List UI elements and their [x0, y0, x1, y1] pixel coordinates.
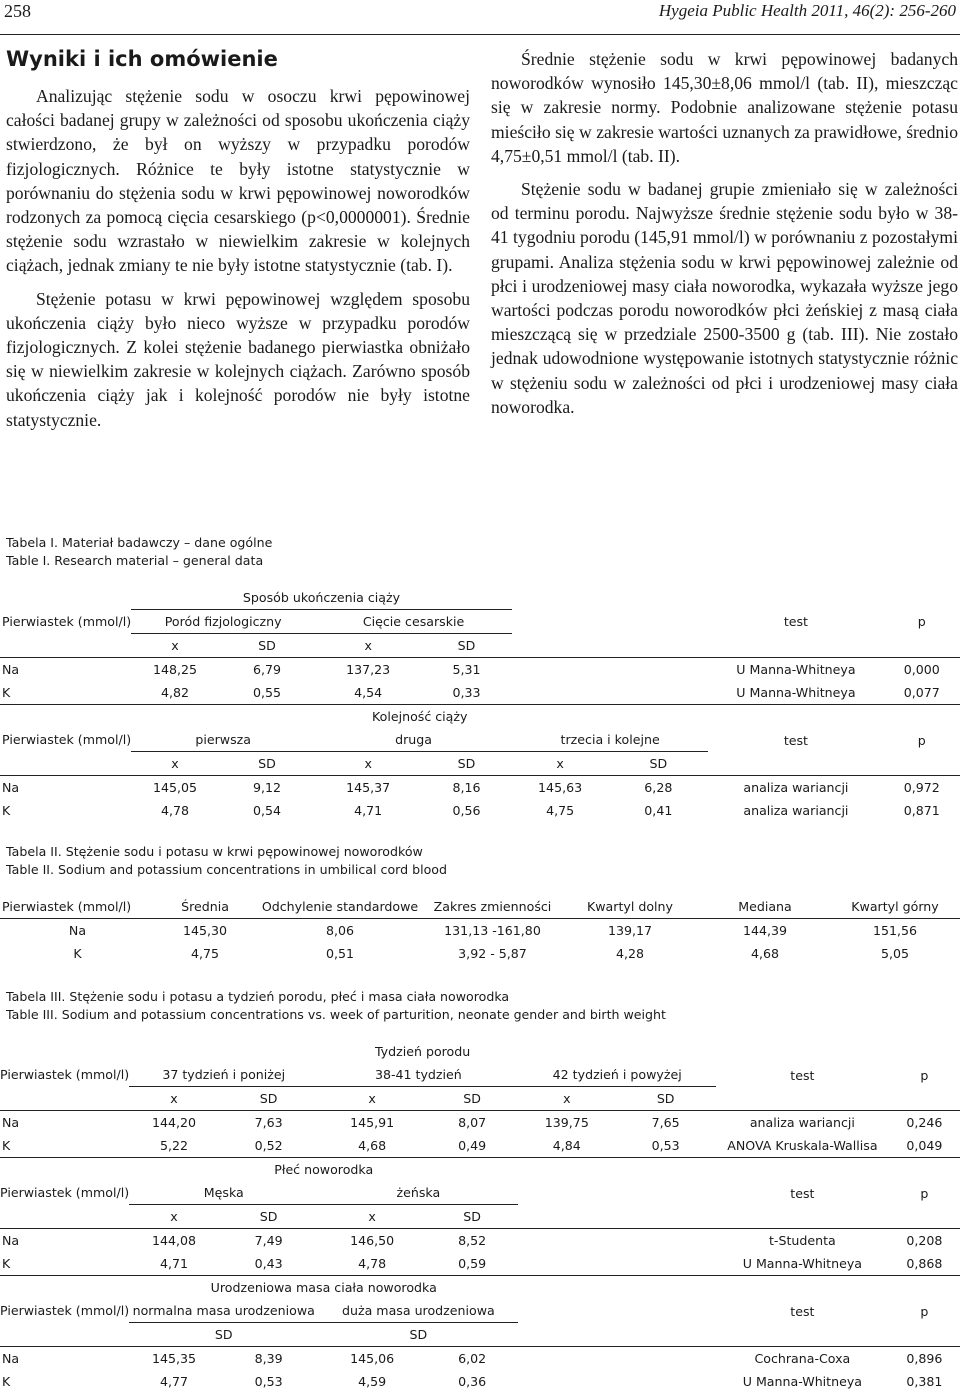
table-cell: SD [409, 1327, 428, 1342]
table-cell: 8,06 [255, 919, 425, 943]
table-cell: 6,02 [426, 1347, 518, 1371]
table-cell: 145,35 [129, 1347, 219, 1371]
table-cell: 0,55 [253, 685, 282, 700]
table-cell: 8,52 [426, 1229, 518, 1253]
table-cell: 0,56 [452, 803, 481, 818]
table-header-row [0, 705, 960, 729]
table-cell: 0,208 [889, 1229, 960, 1253]
table-cell: 7,65 [615, 1111, 716, 1135]
column-header: test [783, 614, 808, 629]
table-cell: 4,59 [358, 1374, 387, 1389]
table-cell: Pierwiastek (mmol/l) [0, 1067, 130, 1082]
table-cell: 0,43 [254, 1256, 283, 1271]
table-cell: Na [0, 1111, 129, 1135]
table-cell: 145,37 [315, 776, 421, 800]
table-cell: 0,49 [458, 1138, 487, 1153]
table-cell: duża masa urodzeniowa [318, 1299, 518, 1323]
table-cell: U Manna-Whitneya [742, 1374, 863, 1389]
table-cell: Kwartyl dolny [587, 899, 673, 914]
table-cell: 4,68 [750, 946, 780, 961]
table-cell: 6,28 [608, 776, 708, 800]
table-cell: test [716, 1276, 889, 1347]
paragraph: Stężenie potasu w krwi pępowinowej względem sposobu ukończenia ciąży było nieco wyższe w przypadku porodów fizjologicznych. Z kolei stężenie badanego pierwiastka obniżało się w niewielkim zakresie w kolejnych ciążach. Zarówno sposób ukończenia ciąży jak i kolejność porodów nie były istotne statystycznie. [6, 288, 470, 430]
column-header: x [171, 638, 179, 653]
table-cell: K [73, 946, 82, 961]
table-cell: 0,896 [889, 1347, 960, 1371]
paragraph: Średnie stężenie sodu w krwi pępowinowej badanych noworodków wynosiło 145,30±8,06 mmol/l (tab. II), mieszcząc się w zakresie normy. Podobnie analizowane stężenie potasu mieściło się w zakresie wartości uznanych za prawidłowe, średnio 4,75±0,51 mmol/l (tab. II). [491, 49, 958, 166]
table-cell: normalna masa urodzeniowa [129, 1299, 318, 1323]
table-cell: x [368, 1091, 376, 1106]
table1 [0, 586, 960, 822]
table-header-row [0, 1158, 960, 1182]
table-header-row [0, 586, 960, 610]
table-row [0, 776, 960, 800]
table-cell: 0,246 [889, 1111, 960, 1135]
group-header: Kolejność ciąży [131, 705, 708, 729]
table-row [0, 681, 960, 705]
journal-reference: Hygeia Public Health 2011, 46(2): 256-260 [658, 1, 956, 20]
table-cell: 139,17 [560, 919, 700, 943]
table-cell: 144,20 [129, 1111, 219, 1135]
table-cell: p [889, 1158, 960, 1229]
section-heading: Wyniki i ich omówienie [6, 47, 278, 71]
table-cell: Na [0, 1347, 129, 1371]
table-row [0, 799, 960, 822]
table-cell: Na [0, 919, 155, 943]
table-cell: 4,82 [160, 685, 189, 700]
column-header: SD [258, 638, 276, 653]
table-cell: x [170, 1209, 178, 1224]
table-cell: 8,07 [426, 1111, 518, 1135]
table-cell: test [716, 1158, 889, 1229]
table-cell: SD [258, 756, 276, 771]
table2-caption-pl: Tabela II. Stężenie sodu i potasu w krwi pępowinowej noworodków [6, 844, 423, 859]
table-cell: Tydzień porodu [374, 1044, 471, 1059]
table-cell: Odchylenie standardowe [261, 899, 419, 914]
table-cell: 5,22 [159, 1138, 188, 1153]
table-cell: 0,59 [458, 1256, 487, 1271]
table-cell: U Manna-Whitneya [708, 658, 883, 682]
table-cell: Cochrana-Coxa [716, 1347, 889, 1371]
table-cell: x [171, 756, 179, 771]
table-header-row [0, 1040, 960, 1063]
table-cell: x [556, 756, 564, 771]
table-cell: Na [0, 658, 131, 682]
table-cell: 144,39 [700, 919, 830, 943]
table-cell: SD [463, 1091, 481, 1106]
table-cell: K [2, 1138, 11, 1153]
column-header: p [917, 614, 926, 629]
table-row [0, 658, 960, 682]
table-cell: x [368, 1209, 376, 1224]
table-cell: K [2, 685, 11, 700]
table-cell: SD [649, 756, 668, 771]
table-cell: K [2, 1374, 11, 1389]
table3 [0, 1040, 960, 1393]
table-cell: 0,000 [883, 658, 960, 682]
table-cell: Płeć noworodka [129, 1158, 518, 1182]
subgroup-header: trzecia i kolejne [512, 728, 708, 752]
table-row [0, 1111, 960, 1135]
table-cell: 0,077 [903, 685, 940, 700]
left-column [6, 84, 470, 432]
table-cell: 0,51 [325, 946, 355, 961]
table-cell: K [2, 803, 11, 818]
group-header: Sposób ukończenia ciąży [131, 586, 512, 610]
table-row [0, 1347, 960, 1371]
table-cell: 148,25 [131, 658, 219, 682]
page-number: 258 [4, 1, 31, 21]
subgroup-header: Cięcie cesarskie [315, 610, 512, 634]
table-cell: SD [259, 1209, 278, 1224]
table-cell: 4,71 [159, 1256, 188, 1271]
table-cell: test [790, 1067, 815, 1083]
table-cell: 145,06 [318, 1347, 426, 1371]
table-cell: analiza wariancji [716, 1111, 889, 1135]
column-header: x [364, 638, 372, 653]
table-cell: 0,868 [906, 1256, 943, 1271]
table-cell: Męska [129, 1181, 318, 1205]
table-cell: 3,92 - 5,87 [458, 946, 527, 961]
table-cell: 151,56 [830, 919, 960, 943]
table-cell: 4,28 [615, 946, 645, 961]
column-header: Pierwiastek (mmol/l) [2, 613, 132, 629]
table-cell: 42 tydzień i powyżej [518, 1063, 716, 1087]
table-cell: 4,84 [552, 1138, 581, 1153]
table-cell: Średnia [181, 899, 229, 914]
paragraph: Analizując stężenie sodu w osoczu krwi pępowinowej całości badanej grupy w zależności od sposobu ukończenia ciąży stwierdzono, że był on wyższy w przypadku porodów fizjologicznych. Różnice te były istotne statystycznie w porównaniu do stężenia sodu w krwi pępowinowej noworodków rodzonych za pomocą cięcia cesarskiego (p<0,0000001). Średnie stężenie sodu wzrastało w niewielkim zakresie w kolejnych ciążach, jednak zmiany te nie były istotne statystycznie (tab. I). [6, 86, 470, 276]
table-cell: Na [0, 1229, 129, 1253]
column-header: Pierwiastek (mmol/l) [0, 705, 131, 776]
table-cell: Mediana [738, 899, 792, 914]
table-cell: 4,68 [358, 1138, 387, 1153]
table-cell: Pierwiastek (mmol/l) [0, 1276, 129, 1347]
table-cell: 0,53 [651, 1138, 680, 1153]
table-cell: SD [656, 1091, 675, 1106]
table-cell: 0,33 [452, 685, 481, 700]
column-header: SD [457, 638, 476, 653]
table-cell: analiza wariancji [743, 803, 849, 818]
table-header-row [0, 895, 960, 919]
table-cell: 0,54 [253, 803, 282, 818]
subgroup-header: pierwsza [131, 728, 315, 752]
table-cell: x [170, 1091, 178, 1106]
header-rule [0, 34, 960, 35]
table-cell: 145,91 [318, 1111, 426, 1135]
table-cell: x [563, 1091, 571, 1106]
table-cell: 7,49 [219, 1229, 319, 1253]
table-cell: Pierwiastek (mmol/l) [0, 1158, 129, 1229]
table-cell: 0,972 [883, 776, 960, 800]
table-cell: U Manna-Whitneya [742, 1256, 863, 1271]
table-cell: 145,30 [155, 919, 255, 943]
table-cell: 4,54 [354, 685, 383, 700]
table-cell: 137,23 [315, 658, 421, 682]
subgroup-header: Poród fizjologiczny [131, 610, 315, 634]
table3-caption-pl: Tabela III. Stężenie sodu i potasu a tydzień porodu, płeć i masa ciała noworodka [6, 989, 510, 1004]
table-header-row [0, 1276, 960, 1300]
table-cell: 0,52 [254, 1138, 283, 1153]
table-cell: p [889, 1276, 960, 1347]
table-row [0, 1252, 960, 1276]
table-cell: żeńska [318, 1181, 518, 1205]
table-cell: 4,77 [159, 1374, 188, 1389]
table-row [0, 919, 960, 943]
table2 [0, 895, 960, 965]
column-header: p [883, 705, 960, 776]
table-cell: t-Studenta [716, 1229, 889, 1253]
table-cell: 4,78 [358, 1256, 387, 1271]
column-header: test [708, 705, 883, 776]
table-cell: 146,50 [318, 1229, 426, 1253]
table-cell: ANOVA Kruskala-Wallisa [727, 1138, 878, 1153]
table-cell: SD [214, 1327, 233, 1342]
table-cell: 5,31 [421, 658, 512, 682]
table-cell: 144,08 [129, 1229, 219, 1253]
table-cell: SD [457, 756, 476, 771]
table-cell: 139,75 [518, 1111, 615, 1135]
table2-caption-en: Table II. Sodium and potassium concentrations in umbilical cord blood [6, 862, 448, 877]
table-cell: 131,13 -161,80 [425, 919, 560, 943]
table-cell: 4,75 [546, 803, 575, 818]
table-cell: 8,16 [421, 776, 512, 800]
table-cell: SD [259, 1091, 278, 1106]
table-cell: Urodzeniowa masa ciała noworodka [129, 1276, 518, 1300]
table-row [0, 1134, 960, 1158]
right-column [491, 47, 958, 419]
table-cell: SD [463, 1209, 481, 1224]
table-cell: analiza wariancji [708, 776, 883, 800]
table-cell: 0,049 [906, 1138, 943, 1153]
paragraph: Stężenie sodu w badanej grupie zmieniało się w zależności od terminu porodu. Najwyższe średnie stężenie sodu było w 38-41 tygodniu porodu (145,91 mmol/l) w porównaniu z pozostałymi grupami. Analiza stężenia sodu w krwi pępowinowej zależnie od płci i urodzeniowej masy ciała noworodka, wykazała wyższe jego wartości podczas porodu noworodków płci żeńskiej z masą ciała mieszczącą się w przedziale 2500-3500 g (tab. III). Nie zostało jednak udowodnione występowanie istotnych statystycznie różnic w stężeniu sodu w zależności od płci i urodzeniowej masy ciała noworodka. [491, 179, 958, 417]
table-cell: 0,871 [903, 803, 940, 818]
table-cell: 0,36 [458, 1374, 487, 1389]
table-cell: U Manna-Whitneya [736, 685, 856, 700]
table-row [0, 1229, 960, 1253]
table-cell: 9,12 [219, 776, 315, 800]
table-cell: K [2, 1256, 11, 1271]
table-cell: 8,39 [219, 1347, 319, 1371]
table1-caption-pl: Tabela I. Materiał badawczy – dane ogólne [6, 535, 273, 550]
table3-caption-en: Table III. Sodium and potassium concentrations vs. week of parturition, neonate gender and birth weight [6, 1007, 666, 1022]
table-cell: 145,63 [512, 776, 608, 800]
table-cell: 5,05 [880, 946, 910, 961]
table1-caption-en: Table I. Research material – general data [6, 553, 264, 568]
table-cell: 37 tydzień i poniżej [129, 1063, 318, 1087]
table-cell: 38-41 tydzień [318, 1063, 518, 1087]
table-row [0, 942, 960, 965]
table-cell: Zakres zmienności [433, 899, 552, 914]
table-cell: x [364, 756, 372, 771]
table-cell: 7,63 [219, 1111, 319, 1135]
table-cell: 145,05 [131, 776, 219, 800]
table-cell: 0,41 [644, 803, 673, 818]
table-cell: 0,381 [906, 1374, 943, 1389]
table-cell: 6,79 [219, 658, 315, 682]
subgroup-header: druga [315, 728, 512, 752]
table-cell: 4,71 [354, 803, 383, 818]
table-cell: 4,78 [160, 803, 189, 818]
table-cell: Na [0, 776, 131, 800]
table-cell: 0,53 [254, 1374, 283, 1389]
table-cell: p [920, 1067, 929, 1083]
table-cell: Kwartyl górny [851, 899, 939, 914]
table-cell: Pierwiastek (mmol/l) [2, 899, 132, 914]
table-cell: 4,75 [190, 946, 220, 961]
